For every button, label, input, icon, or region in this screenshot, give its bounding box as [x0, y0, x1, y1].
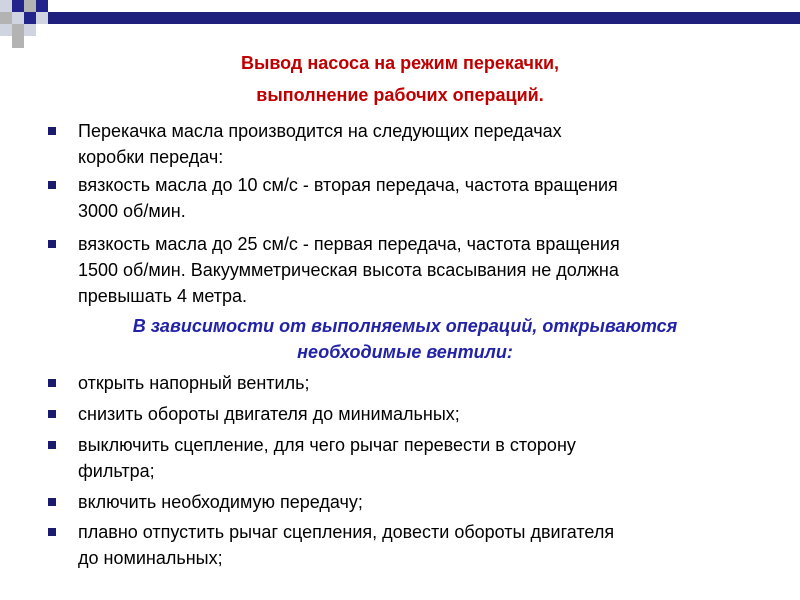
square-bullet-icon [48, 181, 56, 189]
header-accent-line [48, 12, 800, 24]
list-item-text: открыть напорный вентиль; [78, 373, 310, 393]
list-item-text: коробки передач: [78, 147, 224, 167]
list-item-text: фильтра; [78, 461, 155, 481]
slide-title-line-2: выполнение рабочих операций. [256, 85, 544, 105]
slide-title-line-1: Вывод насоса на режим перекачки, [240, 53, 560, 73]
square-bullet-icon [48, 379, 56, 387]
section-subtitle [40, 313, 770, 365]
square-bullet-icon [48, 498, 56, 506]
list-item-text: 1500 об/мин. Вакуумметрическая высота всасывания не должна [78, 260, 619, 280]
list-item-text: вязкость масла до 10 см/с - вторая передача, частота вращения [78, 175, 618, 195]
list-item-text: снизить обороты двигателя до минимальных; [78, 404, 460, 424]
section-subtitle-line-1: В зависимости от выполняемых операций, открываются [132, 316, 678, 336]
list-item-text: плавно отпустить рычаг сцепления, довести обороты двигателя [78, 522, 615, 542]
list-item-text: выключить сцепление, для чего рычаг перевести в сторону [78, 435, 576, 455]
list-item-text: 3000 об/мин. [78, 201, 186, 221]
square-bullet-icon [48, 441, 56, 449]
square-bullet-icon [48, 410, 56, 418]
list-item-text: вязкость масла до 25 см/с - первая передача, частота вращения [78, 234, 620, 254]
list-item-text: включить необходимую передачу; [78, 492, 363, 512]
square-bullet-icon [48, 240, 56, 248]
list-item-text: до номинальных; [78, 548, 223, 568]
square-bullet-icon [48, 127, 56, 135]
list-item-text: превышать 4 метра. [78, 286, 248, 306]
list-item-text: Перекачка масла производится на следующих передачах [78, 121, 562, 141]
square-bullet-icon [48, 528, 56, 536]
corner-decoration [0, 0, 72, 48]
section-subtitle-line-2: необходимые вентили: [297, 342, 513, 362]
